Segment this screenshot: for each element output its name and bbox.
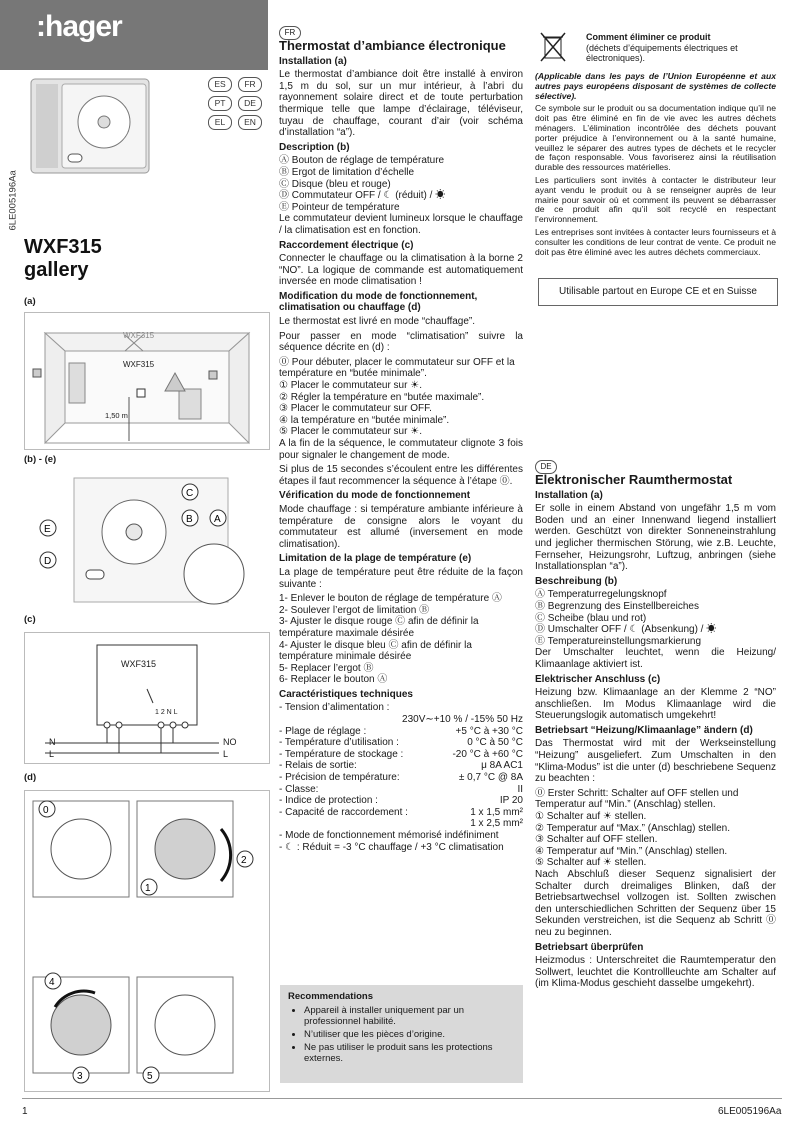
fr-step: ② Régler la température en “butée maximale”.: [279, 391, 485, 403]
de-p-mod: Das Thermostat wird mit der Werkseinstellung “Heizung” ausgeliefert. Zum Umschalten in den “Klima-Modus” ist die unter (d) beschriebene Sequenz zu beachten :: [535, 738, 776, 785]
de-p-install: Er solle in einem Abstand von ungefähr 1,5 m vom Boden und an einer Innenwand liegend installiert werden. Geschützt von direkter Sonneneinstrahlung und jeglicher thermischen Störung, wie z.B. Leuchte, Fernseher, Heizungsrohr, Luftzug, anbringen (siehe Installationsplan “a”).: [535, 503, 776, 573]
tech-key: - Indice de protection :: [279, 795, 378, 807]
tech-val: IP 20: [499, 795, 523, 807]
fr-tech-row: [279, 749, 523, 761]
fig-a-height: 1,50 m: [105, 411, 128, 420]
fig-a-wxf: WXF315: [123, 360, 155, 369]
tech-key: - Classe:: [279, 783, 319, 795]
svg-text:3: 3: [77, 1071, 83, 1082]
fr-tech-mem: - Mode de fonctionnement mémorisé indéfiniment: [279, 830, 499, 841]
tech-val: 0 °C à 50 °C: [467, 737, 523, 749]
fr-tech-row: [279, 737, 523, 749]
fr-h-mod: Modification du mode de fonctionnement, climatisation ou chauffage (d): [279, 290, 478, 314]
product-photo: [30, 78, 150, 174]
fig-c-l: L: [49, 749, 55, 759]
de-h-mod: Betriebsart “Heizung/Klimaanlage” ändern (d): [535, 724, 753, 736]
de-p-conn: Heizung bzw. Klimaanlage an der Klemme 2 “NO” anschließen. Im Modus Klimaanlage wird die Steuerungslogik automatisch umgekehrt!: [535, 687, 776, 722]
fig-a-label: (a): [24, 296, 36, 307]
svg-text:A: A: [214, 514, 221, 525]
fr-tech-alim-val: 230V∼+10 % / -15% 50 Hz: [402, 714, 523, 726]
tech-key: - Plage de réglage :: [279, 725, 367, 737]
fr-p-desc: Le commutateur devient lumineux lorsque le chauffage / la climatisation est en fonction.: [279, 213, 523, 236]
fr-step: ① Placer le commutateur sur ☀.: [279, 380, 422, 392]
de-section: [535, 460, 776, 993]
svg-text:5: 5: [147, 1071, 153, 1082]
weee-p2: Ce symbole sur le produit ou sa documentation indique qu’il ne doit pas être éliminé en fin de vie avec les autres déchets ménagers. L’élimination incontrôlée des déchets pouvant porter préjudice à l’environnement ou à la santé humaine, veuillez le séparer des autres types de déchets et le recycler de façon responsable. Vous favoriserez ainsi la réutilisation durable des ressources matérielles.: [535, 103, 776, 173]
fr-tech-row: [279, 795, 523, 807]
fr-p-lim: La plage de température peut être réduite de la façon suivante :: [279, 566, 523, 590]
fr-desc-item: Ⓓ Commutateur OFF / ☾ (réduit) / ☀: [279, 190, 446, 202]
fr-h-verif: Vérification du mode de fonctionnement: [279, 490, 471, 502]
fr-lim-item: 5- Replacer l’ergot Ⓑ: [279, 662, 374, 674]
fig-d-sequence: [24, 790, 270, 1092]
fr-lim-item: 3- Ajuster le disque rouge Ⓒ afin de définir la température maximale désirée: [279, 616, 479, 639]
fr-step: ⑤ Placer le commutateur sur ☀.: [279, 426, 422, 438]
svg-text:D: D: [44, 556, 52, 567]
tech-key: - Température de stockage :: [279, 748, 404, 760]
fig-c-device: WXF315: [121, 659, 157, 669]
fr-section: [279, 26, 523, 853]
fr-step: ⓪ Pour débuter, placer le commutateur sur OFF et la température en “butée minimale”.: [279, 356, 515, 380]
svg-text:2: 2: [241, 855, 247, 866]
fr-tech-row: [279, 772, 523, 784]
tech-val: +5 °C à +30 °C: [455, 725, 523, 737]
svg-text:C: C: [186, 488, 194, 499]
fr-p-install: Le thermostat d’ambiance doit être installé à environ 1,5 m du sol, sur un mur intérieur, à l’abri du rayonnement solaire direct et de toute perturbation thermique telle que lampe d’éclairage, téléviseur, tuyau de chauffage, courant d’air (voir schéma d’installation “a”).: [279, 69, 523, 139]
europe-usage-box: Utilisable partout en Europe CE et en Suisse: [538, 278, 778, 306]
lang-pt: PT: [208, 96, 232, 111]
lang-en: EN: [238, 115, 262, 130]
weee-header: [586, 32, 776, 64]
mode-sequence-icon: [25, 791, 269, 1091]
side-code: 6LE005196Aa: [7, 170, 19, 231]
lang-de: DE: [238, 96, 262, 111]
fr-lim-item: 6- Replacer le bouton Ⓐ: [279, 674, 388, 686]
lang-fr: FR: [238, 77, 262, 92]
doc-code: 6LE005196Aa: [718, 1106, 782, 1117]
thermostat-photo-icon: [30, 78, 150, 174]
fr-p-verif: Mode chauffage : si température ambiante inférieure à température de consigne alors le voyant du commutateur est allumé (inversement en mode climatisation).: [279, 503, 523, 550]
fr-tech-red: - ☾ : Réduit = -3 °C chauffage / +3 °C climatisation: [279, 841, 504, 853]
de-p-verif: Heizmodus : Unterschreitet die Raumtemperatur den Sollwert, leuchtet die Kontrollleuchte am Schalter auf (im Klima-Modus geschieht dasselbe umgekehrt).: [535, 955, 776, 990]
fig-c-label: (c): [24, 614, 36, 625]
fig-c-n: N: [49, 737, 56, 747]
model-title: [24, 236, 102, 282]
svg-text:0: 0: [43, 805, 49, 816]
fig-c-terms: 1 2 N L: [155, 709, 178, 716]
fr-lim-item: 2- Soulever l’ergot de limitation Ⓑ: [279, 604, 430, 616]
fr-tech-row: [279, 818, 523, 830]
fr-h-install: Installation (a): [279, 55, 347, 67]
weee-p1: (Applicable dans les pays de l’Union Européenne et aux autres pays européens disposant de systèmes de collecte sélective).: [535, 71, 776, 101]
rec-item: • Ne pas utiliser le produit sans les protections externes.: [304, 1042, 515, 1064]
tech-val: μ 8A AC1: [481, 760, 523, 772]
fr-desc-item: Ⓑ Ergot de limitation d’échelle: [279, 166, 415, 178]
fr-desc-item: Ⓔ Pointeur de température: [279, 201, 400, 213]
weee-p4: Les entreprises sont invitées à contacter leurs fournisseurs et à consulter les conditions de leur contrat de vente. Ce produit ne doit pas être éliminé avec les autres déchets commerciaux.: [535, 226, 776, 257]
weee-text: [535, 72, 776, 260]
de-step: ④ Temperatur auf “Min.” (Anschlag) stellen.: [535, 845, 728, 857]
page-number: 1: [22, 1106, 28, 1117]
rec-title: Recommendations: [288, 991, 373, 1002]
de-h-desc: Beschreibung (b): [535, 575, 618, 587]
model-line2: gallery: [24, 259, 89, 281]
fr-desc-item: Ⓒ Disque (bleu et rouge): [279, 178, 391, 190]
tech-val: ± 0,7 °C @ 8A: [458, 772, 523, 784]
weee-sub: (déchets d’équipements électriques et électroniques).: [586, 42, 738, 63]
de-title: Elektronischer Raumthermostat: [535, 472, 733, 487]
fr-lim-item: 4- Ajuster le disque bleu Ⓒ afin de définir la température minimale désirée: [279, 639, 472, 663]
fr-tech-row: [279, 784, 523, 796]
de-step: ① Schalter auf ☀ stellen.: [535, 811, 647, 823]
fr-lang-tag: FR: [279, 26, 301, 40]
fig-c-wiring: [24, 632, 270, 764]
fr-tech-alim: - Tension d’alimentation :: [279, 702, 390, 714]
de-step: ② Temperatur auf “Max.” (Anschlag) stellen.: [535, 822, 730, 834]
de-desc-item: Ⓓ Umschalter OFF / ☾ (Absenkung) / ☀: [535, 624, 717, 636]
fig-c-no: NO: [223, 737, 237, 747]
rec-item: • N’utiliser que les pièces d’origine.: [304, 1029, 515, 1040]
fr-h-lim: Limitation de la plage de température (e): [279, 553, 472, 565]
de-h-install: Installation (a): [535, 489, 603, 501]
lang-el: EL: [208, 115, 232, 130]
tech-val: 1 x 2,5 mm²: [470, 818, 523, 830]
fr-p-conn: Connecter le chauffage ou la climatisation à la borne 2 “NO”. La logique de commande est automatiquement inversée en mode climatisation !: [279, 253, 523, 288]
de-lang-tag: DE: [535, 460, 557, 474]
tech-val: 1 x 1,5 mm²: [470, 806, 523, 818]
weee-title: Comment éliminer ce produit: [586, 32, 711, 42]
de-p-desc: Der Umschalter leuchtet, wenn die Heizung/ Klimaanlage aktiviert ist.: [535, 647, 776, 670]
fr-p-mod4: Si plus de 15 secondes s’écoulent entre les différentes étapes il faut recommencer la séquence à l’étape ⓪.: [279, 464, 523, 487]
svg-text:4: 4: [49, 977, 55, 988]
weee-bin-icon: [538, 30, 568, 64]
thermostat-parts-icon: [24, 470, 268, 608]
fig-a-wxf-top: WXF315: [123, 331, 155, 340]
fr-title: Thermostat d’ambiance électronique: [279, 38, 506, 53]
fr-tech-row: [279, 726, 523, 738]
fig-d-label: (d): [24, 772, 37, 783]
fr-p-mod2: Pour passer en mode “climatisation” suivre la séquence décrite en (d) :: [279, 330, 523, 354]
svg-text:1: 1: [145, 883, 151, 894]
de-desc-item: Ⓑ Begrenzung des Einstellbereiches: [535, 600, 699, 612]
svg-text:B: B: [186, 514, 193, 525]
fr-step: ③ Placer le commutateur sur OFF.: [279, 403, 432, 415]
fr-h-desc: Description (b): [279, 141, 350, 153]
de-p-mod2: Nach Abschluß dieser Sequenz signalisiert der Schalter durch dreimaliges Blinken, daß der Betriebsartwechsel vollzogen ist. Sollten zwischen den unterschiedlichen Schritten der Sequenz über 15 Sekunden verstreichen, ist die Sequenz ab Schritt ⓪ neu zu beginnen.: [535, 869, 776, 938]
tech-key: - Relais de sortie:: [279, 760, 357, 772]
de-desc-item: Ⓔ Temperatureinstellungsmarkierung: [535, 635, 702, 647]
tech-val: -20 °C à +60 °C: [452, 748, 523, 760]
de-desc-item: Ⓐ Temperaturregelungsknopf: [535, 589, 667, 601]
de-h-conn: Elektrischer Anschluss (c): [535, 673, 661, 685]
brand-name: :hager: [36, 10, 122, 43]
tech-key: - Température d’utilisation :: [279, 737, 399, 749]
de-desc-item: Ⓒ Scheibe (blau und rot): [535, 612, 647, 624]
tech-val: II: [517, 783, 523, 795]
de-h-verif: Betriebsart überprüfen: [535, 941, 644, 953]
footer-divider: [22, 1098, 782, 1099]
svg-text:E: E: [44, 524, 51, 535]
fig-be-description: [24, 470, 268, 608]
fig-a-installation: [24, 312, 270, 450]
model-line1: WXF315: [24, 236, 102, 258]
recommendations-box: [280, 985, 523, 1083]
fr-p-mod1: Le thermostat est livré en mode “chauffage”.: [279, 316, 476, 328]
fr-tech-row: [279, 807, 523, 819]
fr-step: ④ la température en “butée minimale”.: [279, 414, 450, 426]
fr-tech-row: [279, 760, 523, 772]
tech-key: - Capacité de raccordement :: [279, 806, 408, 818]
fr-desc-item: Ⓐ Bouton de réglage de température: [279, 155, 445, 167]
fig-c-l2: L: [223, 749, 229, 759]
lang-es: ES: [208, 77, 232, 92]
tech-key: - Précision de température:: [279, 772, 400, 784]
rec-item: • Appareil à installer uniquement par un professionnel habilité.: [304, 1005, 515, 1027]
weee-p3: Les particuliers sont invités à contacter le distributeur leur ayant vendu le produit ou à se renseigner auprès de leur mairie pour savoir où et comment ils peuvent se débarrasser de ce produit afin qu’il soit recyclé en respectant l’environnement.: [535, 174, 776, 225]
fr-lim-item: 1- Enlever le bouton de réglage de température Ⓐ: [279, 593, 502, 605]
fr-p-mod3: A la fin de la séquence, le commutateur clignote 3 fois pour signaler le changement de mode.: [279, 438, 523, 461]
de-step: ⑤ Schalter auf ☀ stellen.: [535, 857, 647, 869]
brand-logo: [0, 0, 268, 70]
fig-be-label: (b) - (e): [24, 454, 57, 465]
de-step: ③ Schalter auf OFF stellen.: [535, 834, 658, 846]
fr-h-conn: Raccordement électrique (c): [279, 239, 414, 251]
fr-h-tech: Caractéristiques techniques: [279, 688, 413, 700]
de-step: ⓪ Erster Schritt: Schalter auf OFF stellen und Temperatur auf “Min.” (Anschlag) stellen.: [535, 787, 739, 811]
